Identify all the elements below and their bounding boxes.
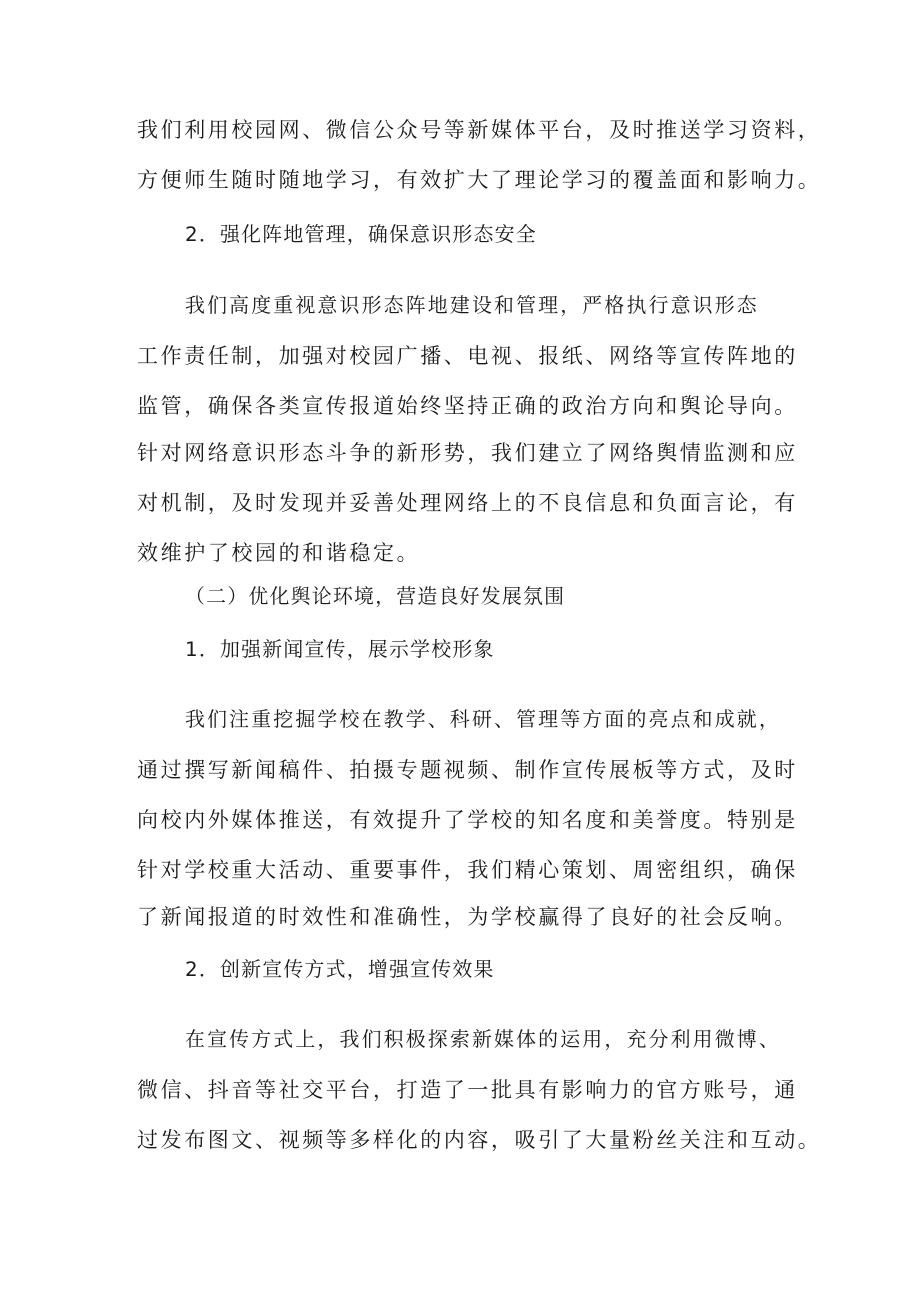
paragraph-line: 工作责任制，加强对校园广播、电视、报纸、网络等宣传阵地的 [137,344,798,368]
paragraph-line: 监管，确保各类宣传报道始终坚持正确的政治方向和舆论导向。 [137,394,798,418]
paragraph-line: 在宣传方式上，我们积极探索新媒体的运用，充分利用微博、 [185,1028,781,1051]
section-heading: 1．加强新闻宣传，展示学校形象 [185,638,495,661]
paragraph-line: 向校内外媒体推送，有效提升了学校的知名度和美誉度。特别是 [137,808,798,832]
paragraph-line: 通过撰写新闻稿件、拍摄专题视频、制作宣传展板等方式，及时 [137,758,798,782]
paragraph-line: 过发布图文、视频等多样化的内容，吸引了大量粉丝关注和互动。 [137,1128,822,1152]
paragraph-line: 对机制，及时发现并妥善处理网络上的不良信息和负面言论，有 [137,491,798,515]
section-heading: 2．强化阵地管理，确保意识形态安全 [185,223,537,246]
paragraph-line: 针对网络意识形态斗争的新形势，我们建立了网络舆情监测和应 [137,441,798,465]
paragraph-line: 我们利用校园网、微信公众号等新媒体平台，及时推送学习资料， [137,118,822,142]
chapter-heading: （二）优化舆论环境，营造良好发展氛围 [185,585,566,608]
paragraph-line: 效维护了校园的和谐稳定。 [137,541,421,565]
paragraph-line: 微信、抖音等社交平台，打造了一批具有影响力的官方账号，通 [137,1078,798,1102]
paragraph-line: 了新闻报道的时效性和准确性，为学校赢得了良好的社会反响。 [137,905,798,929]
paragraph-line: 我们高度重视意识形态阵地建设和管理，严格执行意识形态 [185,294,759,317]
paragraph-line: 我们注重挖掘学校在教学、科研、管理等方面的亮点和成就， [185,708,781,731]
paragraph-line: 方便师生随时随地学习，有效扩大了理论学习的覆盖面和影响力。 [137,168,822,192]
section-heading: 2．创新宣传方式，增强宣传效果 [185,958,495,981]
paragraph-line: 针对学校重大活动、重要事件，我们精心策划、周密组织，确保 [137,858,798,882]
